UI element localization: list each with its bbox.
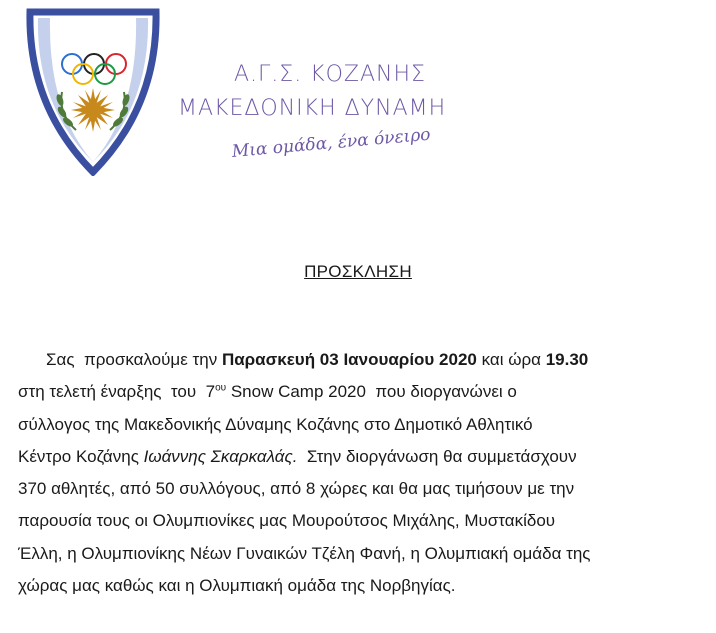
body-text-segment: παρουσία τους οι Ολυμπιονίκες μας Μουρούτσος Μιχάλης, Μυστακίδου (18, 511, 556, 531)
body-text-segment: Ιωάννης Σκαρκαλάς. (143, 446, 298, 466)
document-title: ΠΡΟΣΚΛΗΣΗ (304, 262, 412, 281)
body-text-segment: 19.30 (545, 350, 589, 369)
body-text-segment: στη τελετή έναρξης του 7 (18, 382, 216, 402)
body-text-segment: Στην διοργάνωση θα συμμετάσχουν (297, 446, 577, 466)
body-text-segment: σύλλογος της Μακεδονικής Δύναμης Κοζάνης στο Δημοτικό Αθλητικό (18, 414, 533, 434)
body-line (18, 570, 704, 602)
body-text-segment: Snow Camp 2020 που διοργανώνει ο (226, 382, 517, 402)
body-text-segment: Σας προσκαλούμε την (46, 350, 222, 369)
body-text-segment: χώρας μας καθώς και η Ολυμπιακή ομάδα της Νορβηγίας. (18, 576, 456, 596)
club-name-line2: ΜΑΚΕΔΟΝΙΚΗ ΔΥΝΑΜΗ (178, 96, 447, 121)
invitation-body (18, 344, 704, 602)
body-text-segment: και ώρα (476, 350, 546, 369)
body-line (18, 441, 704, 473)
body-line (18, 376, 704, 408)
body-line (18, 344, 704, 376)
body-text-segment: Παρασκευή 03 Ιανουαρίου 2020 (221, 350, 477, 369)
body-line (18, 409, 704, 441)
body-text-segment: ου (215, 382, 227, 394)
body-text-segment: Κέντρο Κοζάνης (18, 446, 144, 466)
body-text-segment: 370 αθλητές, από 50 συλλόγους, από 8 χώρες και θα μας τιμήσουν με την (18, 479, 575, 499)
club-logo (24, 6, 162, 176)
club-name-line1: Α.Γ.Σ. ΚΟΖΑΝΗΣ (234, 62, 426, 87)
body-line (18, 505, 704, 537)
olympic-rings-vergina-sun-shield-icon (24, 6, 162, 176)
body-line (18, 473, 704, 505)
club-motto: Μια ομάδα, ένα όνειρο (231, 124, 432, 162)
body-text-segment: Έλλη, η Ολυμπιονίκης Νέων Γυναικών Τζέλη Φανή, η Ολυμπιακή ομάδα της (18, 543, 591, 563)
body-line (18, 538, 704, 570)
club-name (178, 58, 478, 126)
